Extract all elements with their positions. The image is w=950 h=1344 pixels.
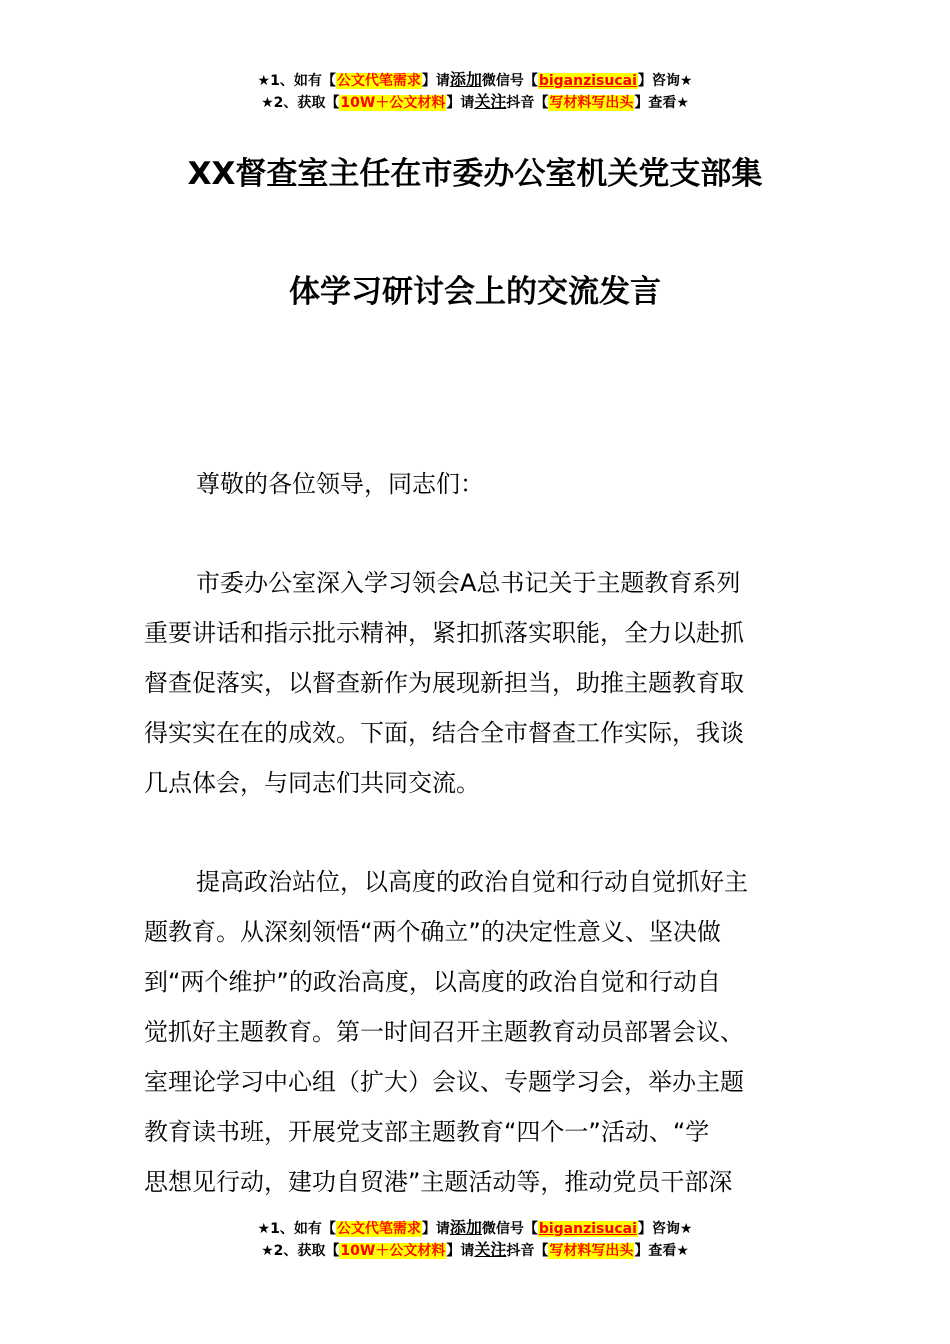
paragraph-line: 教育读书班，开展党支部主题教育“四个一”活动、“学 — [144, 1118, 710, 1146]
promo-wechat-id: biganzisucai — [538, 1221, 637, 1237]
promo-footer-bottom — [0, 1217, 950, 1261]
promo-line-1 — [0, 1217, 950, 1239]
promo-douyin-name: 写材料写出头 — [549, 95, 634, 111]
promo-text: ★2、获取【 — [261, 95, 340, 111]
promo-text: 】请 — [421, 1221, 450, 1237]
body-paragraph-2 — [144, 857, 809, 1207]
salutation-text: 尊敬的各位领导，同志们： — [196, 470, 484, 498]
paragraph-line: 觉抓好主题教育。第一时间召开主题教育动员部署会议、 — [144, 1018, 744, 1046]
promo-highlight: 10W＋公文材料 — [340, 1243, 446, 1259]
paragraph-line: 到“两个维护”的政治高度，以高度的政治自觉和行动自 — [144, 968, 721, 996]
promo-line-2 — [0, 91, 950, 113]
promo-text: ★2、获取【 — [261, 1243, 340, 1259]
paragraph-line: 室理论学习中心组（扩大）会议、专题学习会，举办主题 — [144, 1068, 744, 1096]
promo-text: 】请 — [446, 95, 475, 111]
document-title-line-2: 体学习研讨会上的交流发言 — [289, 274, 661, 310]
promo-text: ★1、如有【 — [257, 1221, 336, 1237]
promo-text: 抖音【 — [506, 95, 549, 111]
paragraph-line: 督查促落实，以督查新作为展现新担当，助推主题教育取 — [144, 669, 744, 697]
promo-text: ★1、如有【 — [257, 73, 336, 89]
document-title-line-1: XX督查室主任在市委办公室机关党支部集 — [187, 156, 763, 192]
promo-text: 】查看★ — [634, 1243, 689, 1259]
promo-highlight: 10W＋公文材料 — [340, 95, 446, 111]
body-paragraph-1 — [144, 558, 809, 808]
paragraph-line: 市委办公室深入学习领会A总书记关于主题教育系列 — [196, 569, 741, 597]
paragraph-line: 思想见行动，建功自贸港”主题活动等，推动党员干部深 — [144, 1168, 733, 1196]
promo-wechat-id: biganzisucai — [538, 73, 637, 89]
paragraph-line: 几点体会，与同志们共同交流。 — [144, 769, 480, 797]
paragraph-line: 提高政治站位，以高度的政治自觉和行动自觉抓好主 — [196, 868, 748, 896]
promo-emphasis: 关注 — [474, 92, 507, 111]
promo-line-2 — [0, 1239, 950, 1261]
promo-text: 微信号【 — [481, 73, 538, 89]
promo-line-1 — [0, 69, 950, 91]
promo-header-top — [0, 69, 950, 113]
promo-emphasis: 添加 — [449, 70, 482, 89]
promo-emphasis: 添加 — [449, 1218, 482, 1237]
paragraph-line: 题教育。从深刻领悟“两个确立”的决定性意义、坚决做 — [144, 918, 721, 946]
promo-douyin-name: 写材料写出头 — [549, 1243, 634, 1259]
promo-text: 】请 — [421, 73, 450, 89]
promo-text: 抖音【 — [506, 1243, 549, 1259]
promo-highlight: 公文代笔需求 — [336, 73, 421, 89]
promo-text: 微信号【 — [481, 1221, 538, 1237]
promo-highlight: 公文代笔需求 — [336, 1221, 421, 1237]
paragraph-line: 重要讲话和指示批示精神，紧扣抓落实职能，全力以赴抓 — [144, 619, 744, 647]
paragraph-line: 得实实在在的成效。下面，结合全市督查工作实际，我谈 — [144, 719, 744, 747]
promo-emphasis: 关注 — [474, 1240, 507, 1259]
salutation — [144, 459, 809, 509]
promo-text: 】请 — [446, 1243, 475, 1259]
promo-text: 】咨询★ — [637, 73, 693, 89]
promo-text: 】查看★ — [634, 95, 689, 111]
promo-text: 】咨询★ — [637, 1221, 693, 1237]
